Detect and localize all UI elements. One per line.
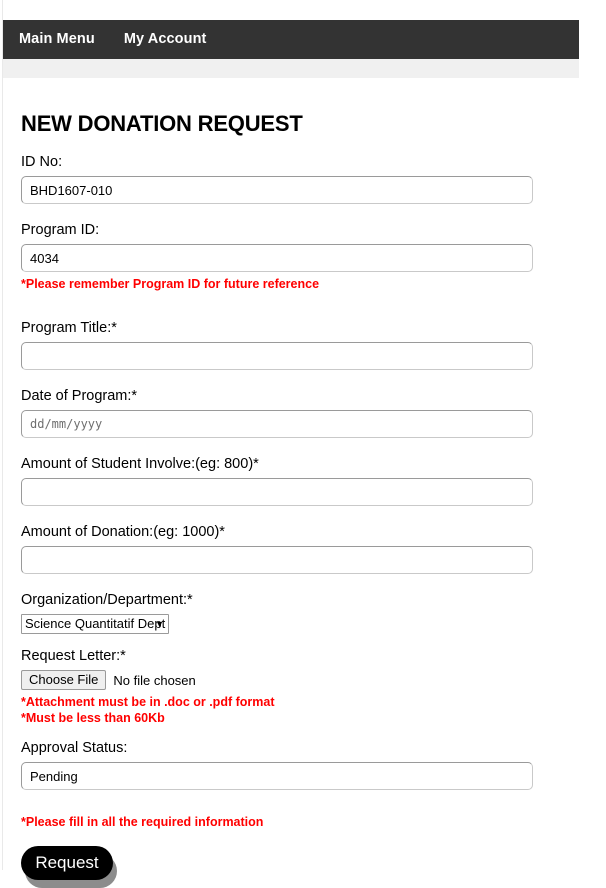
note-required-information: *Please fill in all the required information [21, 815, 264, 830]
label-approval-status: Approval Status: [21, 739, 128, 756]
approval-status-input[interactable] [21, 762, 533, 790]
field-id-no [21, 153, 581, 204]
id-no-input[interactable] [21, 176, 533, 204]
label-date-of-program: Date of Program:* [21, 387, 138, 404]
request-submit-button[interactable]: Request [21, 846, 113, 880]
choose-file-button[interactable]: Choose File [21, 670, 106, 690]
form-content [21, 78, 581, 888]
top-navbar [3, 20, 579, 59]
submit-button-wrapper [21, 846, 117, 888]
field-request-letter [21, 647, 581, 726]
program-id-input[interactable] [21, 244, 533, 272]
label-organization: Organization/Department:* [21, 592, 193, 609]
label-id-no: ID No: [21, 154, 63, 171]
chevron-down-icon: ▼ [155, 619, 164, 630]
field-student-amount [21, 455, 581, 506]
note-attachment-format: *Attachment must be in .doc or .pdf format [21, 695, 275, 710]
label-student-amount: Amount of Student Involve:(eg: 800)* [21, 455, 259, 472]
organization-select[interactable] [21, 614, 169, 634]
field-program-id [21, 221, 581, 292]
student-amount-input[interactable] [21, 478, 533, 506]
file-status-text: No file chosen [113, 672, 196, 688]
note-attachment-size: *Must be less than 60Kb [21, 710, 165, 725]
organization-select-wrapper [21, 614, 169, 634]
nav-item-my-account[interactable]: My Account [123, 31, 207, 47]
field-date-of-program [21, 387, 581, 438]
page-title: NEW DONATION REQUEST [21, 111, 303, 136]
label-donation-amount: Amount of Donation:(eg: 1000)* [21, 524, 225, 541]
page-container [2, 0, 606, 873]
label-program-title: Program Title:* [21, 319, 117, 336]
field-approval-status [21, 739, 581, 790]
program-title-input[interactable] [21, 342, 533, 370]
field-program-title [21, 319, 581, 370]
date-of-program-input[interactable] [21, 410, 533, 438]
note-program-id: *Please remember Program ID for future reference [21, 277, 320, 292]
label-request-letter: Request Letter:* [21, 648, 126, 665]
label-program-id: Program ID: [21, 222, 100, 239]
nav-item-main-menu[interactable]: Main Menu [19, 31, 95, 47]
file-input-row [21, 670, 581, 690]
field-organization [21, 591, 581, 634]
field-donation-amount [21, 523, 581, 574]
donation-amount-input[interactable] [21, 546, 533, 574]
navbar-underbar [3, 59, 579, 78]
